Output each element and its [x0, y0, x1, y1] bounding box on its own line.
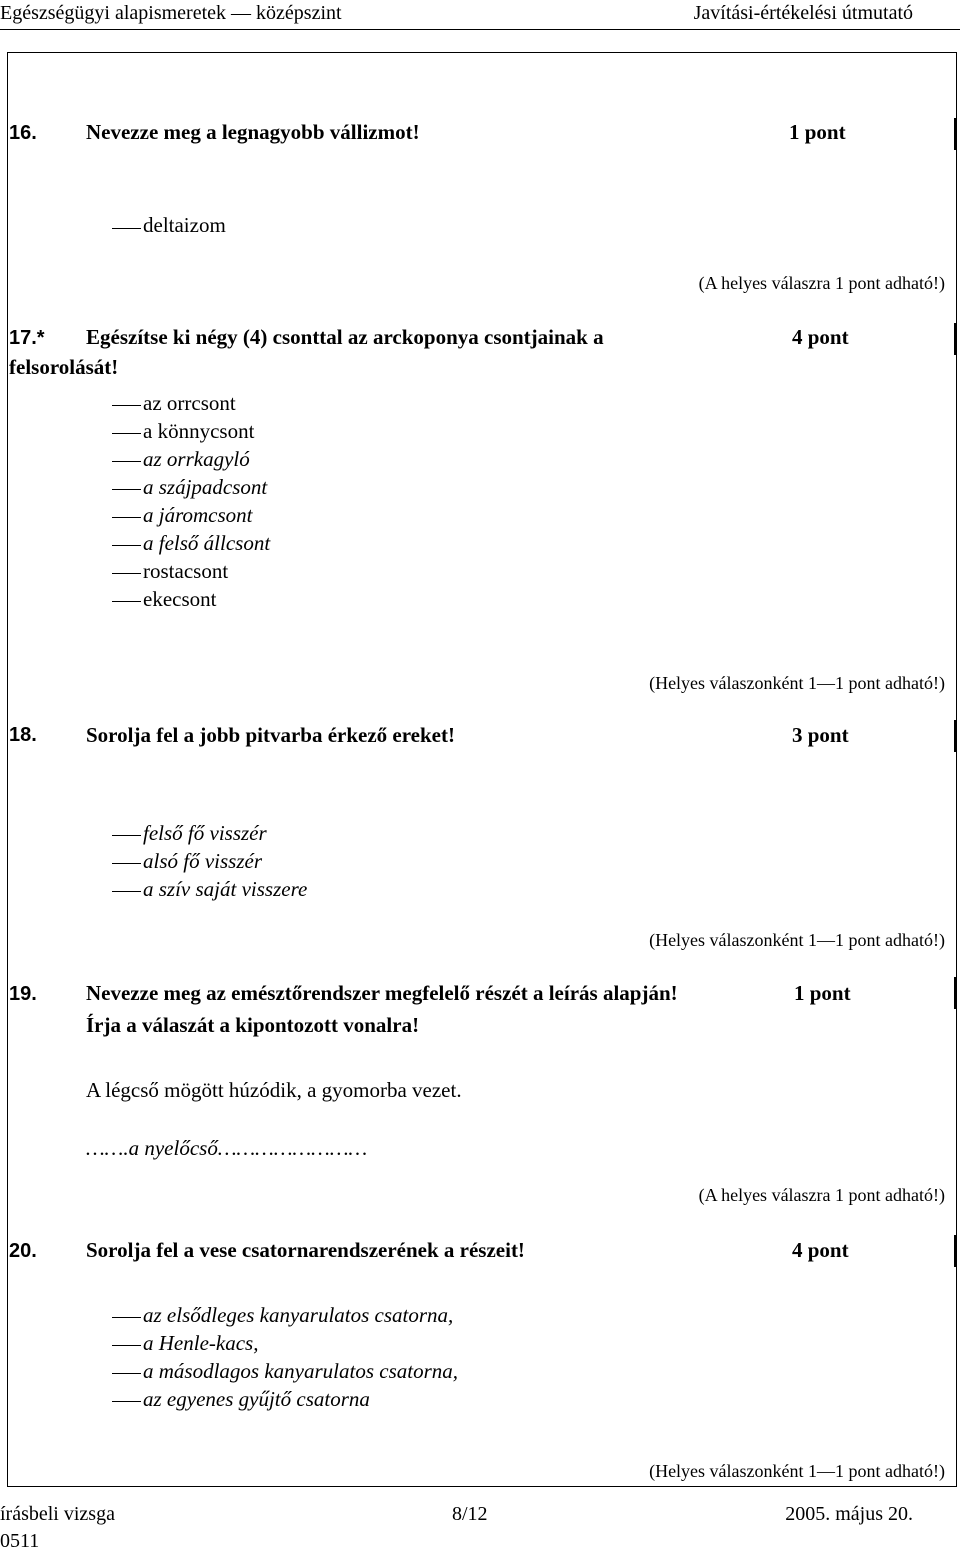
- answer-item: felső fő visszér: [143, 821, 267, 845]
- footer-code: 0511: [0, 1530, 40, 1552]
- question-points: 4 pont: [792, 1238, 849, 1262]
- question-text: felsorolását!: [9, 355, 119, 379]
- dash-bullet: [112, 489, 141, 490]
- answer-line: …….a nyelőcső……………………: [86, 1136, 368, 1160]
- answer-item: a Henle-kacs,: [143, 1331, 259, 1355]
- question-points: 1 pont: [794, 981, 851, 1005]
- dash-bullet: [112, 835, 141, 836]
- answer-item: a másodlagos kanyarulatos csatorna,: [143, 1359, 458, 1383]
- dash-bullet: [112, 1345, 141, 1346]
- description-text: A légcső mögött húzódik, a gyomorba vezet.: [86, 1078, 462, 1102]
- header-divider: [0, 29, 960, 30]
- scoring-note: (A helyes válaszra 1 pont adható!): [698, 1185, 945, 1205]
- footer-page-number: 8/12: [452, 1503, 488, 1525]
- dash-bullet: [112, 405, 141, 406]
- footer-date: 2005. május 20.: [785, 1503, 913, 1525]
- dash-bullet: [112, 601, 141, 602]
- answer-item: a szájpadcsont: [143, 475, 268, 499]
- question-number: 18.: [9, 724, 37, 746]
- dash-bullet: [112, 573, 141, 574]
- dash-bullet: [112, 1373, 141, 1374]
- answer-item: a szív saját visszere: [143, 877, 308, 901]
- dash-bullet: [112, 545, 141, 546]
- question-text: Sorolja fel a jobb pitvarba érkező ereket!: [86, 723, 455, 747]
- margin-bar: [954, 1235, 957, 1267]
- dash-bullet: [112, 1317, 141, 1318]
- answer-item: a járomcsont: [143, 503, 253, 527]
- scoring-note: (A helyes válaszra 1 pont adható!): [698, 273, 945, 293]
- answer-item: a könnycsont: [143, 419, 255, 443]
- dash-bullet: [112, 863, 141, 864]
- dash-bullet: [112, 517, 141, 518]
- answer-item: az egyenes gyűjtő csatorna: [143, 1387, 370, 1411]
- question-number: 16.: [9, 122, 37, 144]
- answer-frame: [7, 52, 957, 1487]
- answer-item: rostacsont: [143, 559, 229, 583]
- margin-bar: [954, 977, 957, 1009]
- answer-item: ekecsont: [143, 587, 217, 611]
- header-left: Egészségügyi alapismeretek — középszint: [0, 2, 342, 24]
- question-points: 4 pont: [792, 325, 849, 349]
- question-points: 3 pont: [792, 723, 849, 747]
- dash-bullet: [112, 891, 141, 892]
- question-text: Írja a válaszát a kipontozott vonalra!: [86, 1013, 420, 1037]
- scoring-note: (Helyes válaszonként 1—1 pont adható!): [649, 673, 945, 693]
- margin-bar: [954, 323, 957, 355]
- question-number: 20.: [9, 1240, 37, 1262]
- dash-bullet: [112, 433, 141, 434]
- question-text: Nevezze meg a legnagyobb vállizmot!: [86, 120, 420, 144]
- answer-item: alsó fő visszér: [143, 849, 263, 873]
- dash-bullet: [112, 228, 141, 229]
- margin-bar: [954, 720, 957, 752]
- answer-item: az elsődleges kanyarulatos csatorna,: [143, 1303, 454, 1327]
- header-right: Javítási-értékelési útmutató: [693, 2, 913, 24]
- question-number: 17.*: [9, 327, 45, 349]
- question-text: Sorolja fel a vese csatornarendszerének a részeit!: [86, 1238, 525, 1262]
- answer-item: az orrkagyló: [143, 447, 250, 471]
- question-number: 19.: [9, 983, 37, 1005]
- question-text: Egészítse ki négy (4) csonttal az arckoponya csontjainak a: [86, 325, 604, 349]
- answer-item: deltaizom: [143, 213, 226, 237]
- dash-bullet: [112, 1401, 141, 1402]
- question-text: Nevezze meg az emésztőrendszer megfelelő részét a leírás alapján!: [86, 981, 678, 1005]
- answer-item: az orrcsont: [143, 391, 236, 415]
- footer-exam-label: írásbeli vizsga: [0, 1503, 115, 1525]
- answer-item: a felső állcsont: [143, 531, 271, 555]
- question-points: 1 pont: [789, 120, 846, 144]
- scoring-note: (Helyes válaszonként 1—1 pont adható!): [649, 1461, 945, 1481]
- margin-bar: [954, 118, 957, 150]
- scoring-note: (Helyes válaszonként 1—1 pont adható!): [649, 930, 945, 950]
- dash-bullet: [112, 461, 141, 462]
